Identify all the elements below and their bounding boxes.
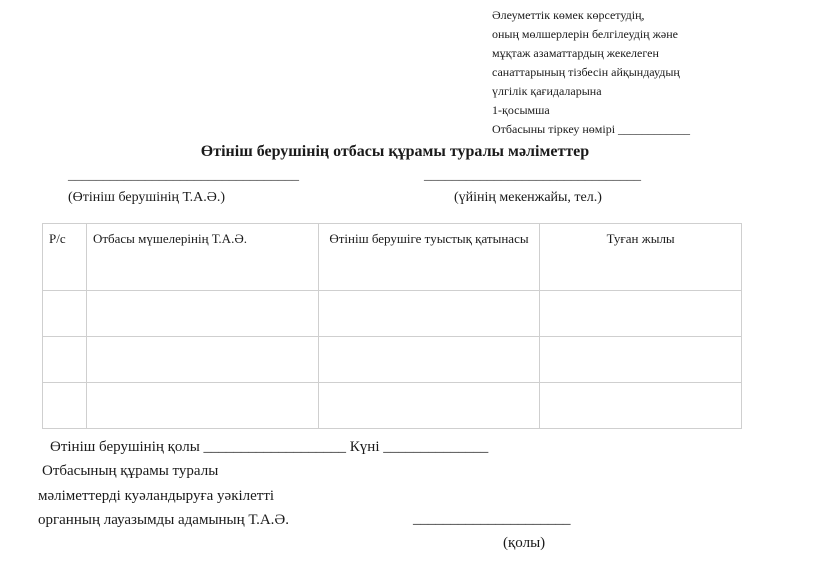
table-cell — [43, 291, 87, 337]
table-cell — [318, 383, 540, 429]
column-header-number: Р/с — [43, 224, 87, 291]
column-header-member-name: Отбасы мүшелерінің Т.А.Ә. — [86, 224, 318, 291]
appendix-line: 1-қосымша — [492, 103, 550, 117]
table-cell — [86, 291, 318, 337]
official-label-line-1: Отбасының құрамы туралы — [42, 463, 219, 479]
document-title: Өтініш берушінің отбасы құрамы туралы мәліметтер — [200, 143, 590, 160]
column-header-birth-year: Туған жылы — [540, 224, 742, 291]
applicant-address-blank: _______________________________ — [424, 168, 641, 183]
appendix-line: үлгілік қағидаларына — [492, 84, 602, 98]
appendix-line: санаттарының тізбесін айқындаудың — [492, 65, 680, 79]
table-cell — [540, 337, 742, 383]
table-cell — [318, 337, 540, 383]
table-cell — [43, 383, 87, 429]
table-cell — [540, 383, 742, 429]
family-registration-number: Отбасыны тіркеу нөмірі ____________ — [492, 122, 691, 136]
family-members-table — [42, 223, 742, 429]
official-label-line-2: мәліметтерді куәландыруға уәкілетті — [38, 488, 275, 504]
appendix-line: мұқтаж азаматтардың жекелеген — [492, 46, 659, 60]
table-cell — [86, 337, 318, 383]
table-header-row — [43, 224, 742, 291]
column-header-relation: Өтініш берушіге туыстық қатынасы — [318, 224, 540, 291]
table-row — [43, 337, 742, 383]
table-cell — [86, 383, 318, 429]
official-signature-caption: (қолы) — [503, 535, 546, 551]
official-label-line-3: органның лауазымды адамының Т.А.Ә. — [38, 512, 289, 528]
applicant-address-caption: (үйінің мекенжайы, тел.) — [454, 190, 602, 205]
appendix-line: оның мөлшерлерін белгілеудің және — [492, 27, 678, 41]
applicant-signature-date-line: Өтініш берушінің қолы ___________________ Күні ______________ — [50, 439, 489, 455]
table-row — [43, 291, 742, 337]
official-signature-blank: _____________________ — [413, 511, 571, 527]
appendix-note — [492, 6, 690, 139]
table-row — [43, 383, 742, 429]
appendix-line: Әлеуметтік көмек көрсетудің, — [492, 8, 645, 22]
table-cell — [318, 291, 540, 337]
applicant-name-blank: _________________________________ — [68, 168, 299, 183]
table-cell — [43, 337, 87, 383]
table-cell — [540, 291, 742, 337]
applicant-name-caption: (Өтініш берушінің Т.А.Ә.) — [68, 190, 225, 205]
